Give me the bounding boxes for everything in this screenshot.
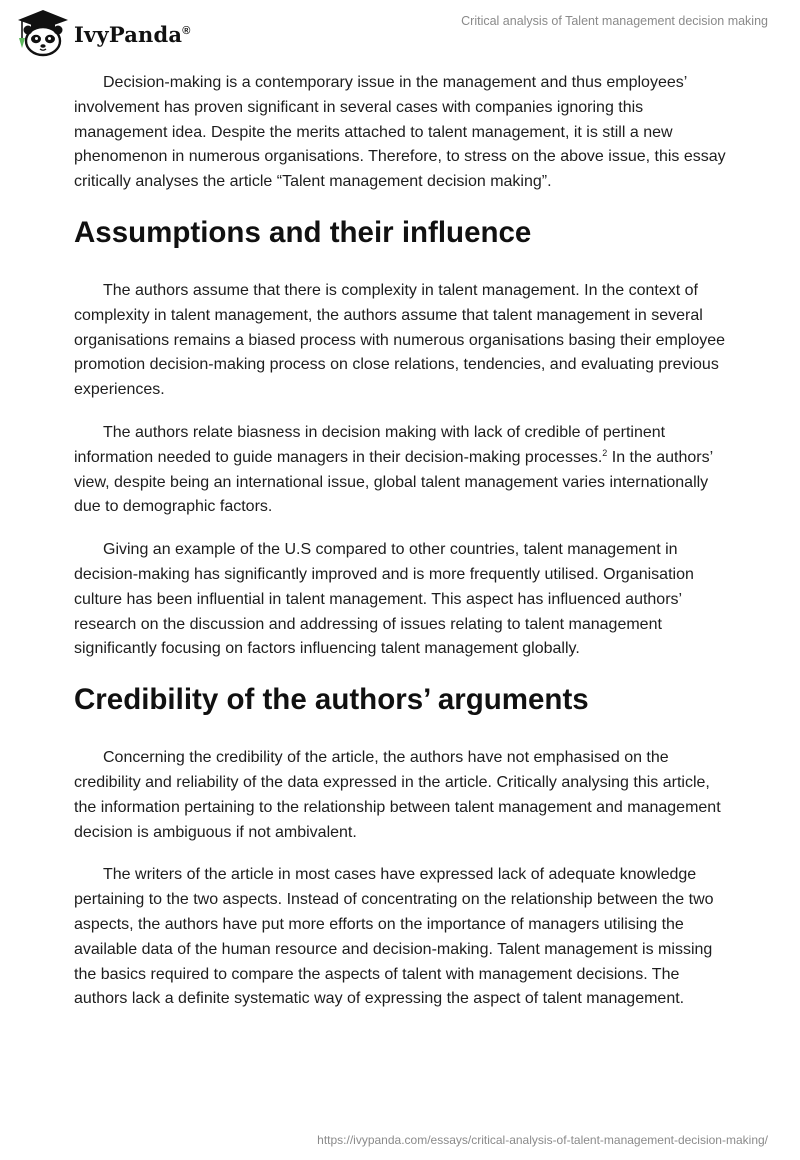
section-heading-credibility: Credibility of the authors’ arguments [74, 683, 589, 717]
paragraph: The authors relate biasness in decision making with lack of credible of pertinent information needed to guide managers in their decision-making processes.$^2$ In the authors’ view, despite being an international issue, global talent management varies internationally due to demographic factors. [74, 423, 713, 516]
page-header [0, 0, 800, 70]
essay-body [74, 71, 730, 1030]
paragraph: Concerning the credibility of the article, the authors have not emphasised on the credibility and reliability of the data expressed in the article. Critically analysing this article, the information pertaining to the relationship between talent management and management decision is ambiguous if not ambivalent. [74, 749, 721, 841]
section-heading-assumptions: Assumptions and their influence [74, 215, 532, 249]
logo-wordmark: IvyPanda® [74, 21, 191, 47]
paragraph: The authors assume that there is complexity in talent management. In the context of complexity in talent management, the authors assume that talent management in several organisations remains a biased process with numerous organisations basing their employee promotion decision-making process on close relations, tendencies, and evaluating previous experiences. [74, 281, 726, 399]
paragraph: Giving an example of the U.S compared to other countries, talent management in decision-making has significantly improved and is more frequently utilised. Organisation culture has been influential in talent management. This aspect has influenced authors’ research on the discussion and addressing of issues relating to talent management significantly focusing on factors influencing talent management globally. [74, 541, 694, 658]
panda-graduate-icon [14, 8, 72, 58]
footnote-reference[interactable]: 2 [602, 447, 608, 458]
source-url[interactable]: https://ivypanda.com/essays/critical-analysis-of-talent-management-decision-making/ [317, 1133, 768, 1147]
paragraph: The writers of the article in most cases have expressed lack of adequate knowledge pertaining to the two aspects. Instead of concentrating on the relationship between the two aspects, the authors have put more efforts on the importance of managers utilising the available data of the human resource and decision-making. Talent management is missing the basics required to compare the aspects of talent with management decisions. The authors lack a definite systematic way of expressing the aspect of talent management. [74, 866, 714, 1008]
ivypanda-logo[interactable] [14, 8, 191, 58]
document-title: Critical analysis of Talent management decision making [461, 14, 768, 28]
intro-paragraph: Decision-making is a contemporary issue in the management and thus employees’ involvement has proven significant in several cases with companies ignoring this management idea. Despite the merits attached to talent management, it is still a new phenomenon in numerous organisations. Therefore, to stress on the above issue, this essay critically analyses the article “Talent management decision making”. [74, 74, 726, 191]
